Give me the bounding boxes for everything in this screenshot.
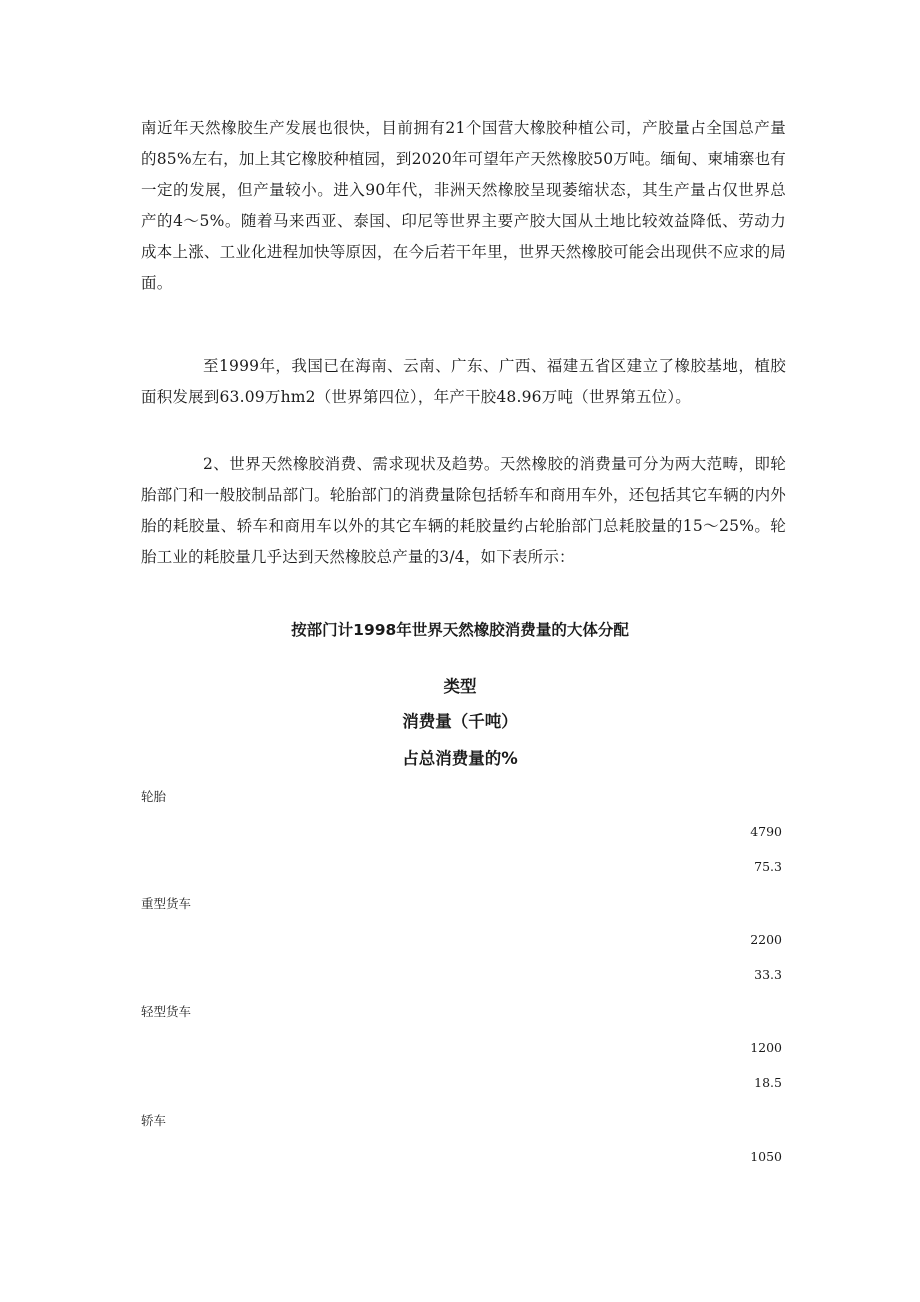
table-row-percent: 18.5: [754, 1075, 782, 1090]
table-title: 按部门计1998年世界天然橡胶消费量的大体分配: [291, 621, 629, 639]
table-row-percent: 33.3: [754, 967, 782, 982]
table-row-amount: 2200: [750, 932, 782, 947]
paragraph-china-rubber-base: 至1999年，我国已在海南、云南、广东、广西、福建五省区建立了橡胶基地，植胶面积发展到63.09万hm2（世界第四位），年产干胶48.96万吨（世界第五位）。: [141, 357, 786, 406]
table-row-type: 轮胎: [141, 789, 167, 804]
table-header-type: 类型: [443, 677, 477, 696]
table-row-amount: 4790: [750, 824, 782, 839]
table-row-amount: 1200: [750, 1040, 782, 1055]
table-header-percent: 占总消费量的%: [402, 749, 518, 768]
table-row-amount: 1050: [750, 1149, 782, 1164]
table-row-type: 轻型货车: [141, 1004, 192, 1019]
paragraph-consumption-trends: 2、世界天然橡胶消费、需求现状及趋势。天然橡胶的消费量可分为两大范畴，即轮胎部门和一般胶制品部门。轮胎部门的消费量除包括轿车和商用车外，还包括其它车辆的内外胎的耗胶量、轿车和商用车以外的其它车辆的耗胶量约占轮胎部门总耗胶量的15～25%。轮胎工业的耗胶量几乎达到天然橡胶总产量的3/4，如下表所示：: [141, 455, 786, 566]
table-row-type: 轿车: [141, 1113, 167, 1128]
table-header-amount: 消费量（千吨）: [402, 712, 518, 731]
table-row-type: 重型货车: [141, 896, 192, 911]
paragraph-rubber-production: 南近年天然橡胶生产发展也很快，目前拥有21个国营大橡胶种植公司，产胶量占全国总产量的85%左右，加上其它橡胶种植园，到2020年可望年产天然橡胶50万吨。缅甸、柬埔寨也有一定的发展，但产量较小。进入90年代，非洲天然橡胶呈现萎缩状态，其生产量占仅世界总产的4～5%。随着马来西亚、泰国、印尼等世界主要产胶大国从土地比较效益降低、劳动力成本上涨、工业化进程加快等原因，在今后若干年里，世界天然橡胶可能会出现供不应求的局面。: [141, 119, 786, 292]
table-row-percent: 75.3: [754, 859, 782, 874]
